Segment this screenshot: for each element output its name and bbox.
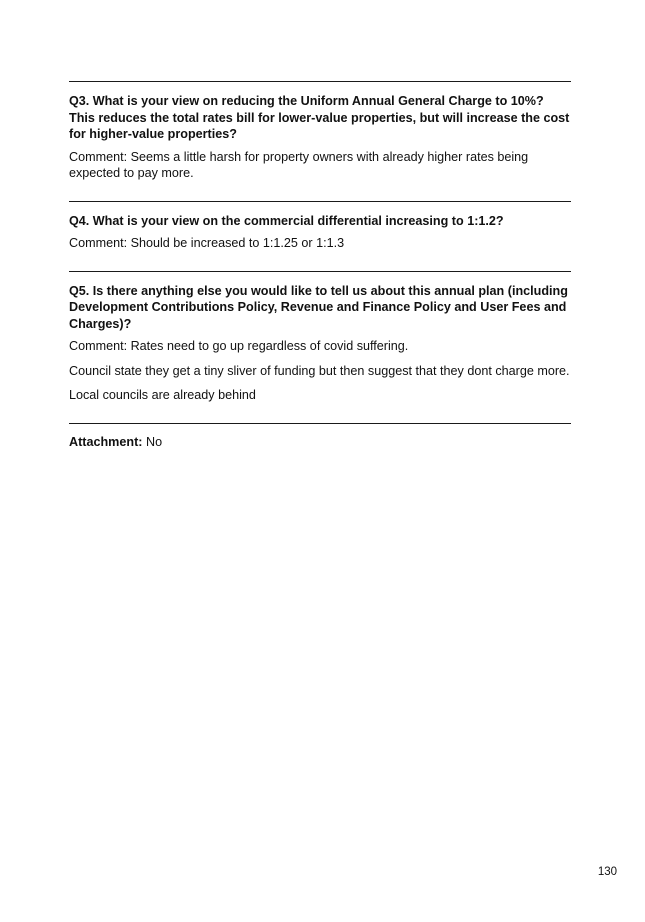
question-5-text: Q5. Is there anything else you would like to tell us about this annual plan (including Development Contributions Policy, Revenue and Finance Policy and User Fees and Charges)?	[69, 283, 568, 331]
question-4-section	[69, 202, 571, 271]
question-3-text: Q3. What is your view on reducing the Uniform Annual General Charge to 10%? This reduces the total rates bill for lower-value properties, but will increase the cost for higher-value properties?	[69, 94, 570, 141]
question-3-section	[69, 82, 571, 201]
question-4-comment: Comment: Should be increased to 1:1.25 or 1:1.3	[69, 236, 345, 250]
question-5-comment: Comment: Rates need to go up regardless of covid suffering.	[69, 339, 409, 353]
question-3-comment: Comment: Seems a little harsh for property owners with already higher rates being expected to pay more.	[69, 149, 529, 180]
document-page	[69, 81, 571, 450]
page-number: 130	[597, 866, 617, 878]
question-4-text: Q4. What is your view on the commercial differential increasing to 1:1.2?	[69, 213, 504, 228]
attachment-label: Attachment:	[69, 434, 143, 449]
question-5-section	[69, 272, 571, 423]
question-5-comment-line-2: Council state they get a tiny sliver of funding but then suggest that they dont charge more.	[69, 363, 570, 378]
attachment-value: No	[145, 434, 163, 449]
question-5-comment-line-3: Local councils are already behind	[69, 388, 256, 402]
attachment-row	[69, 424, 571, 451]
